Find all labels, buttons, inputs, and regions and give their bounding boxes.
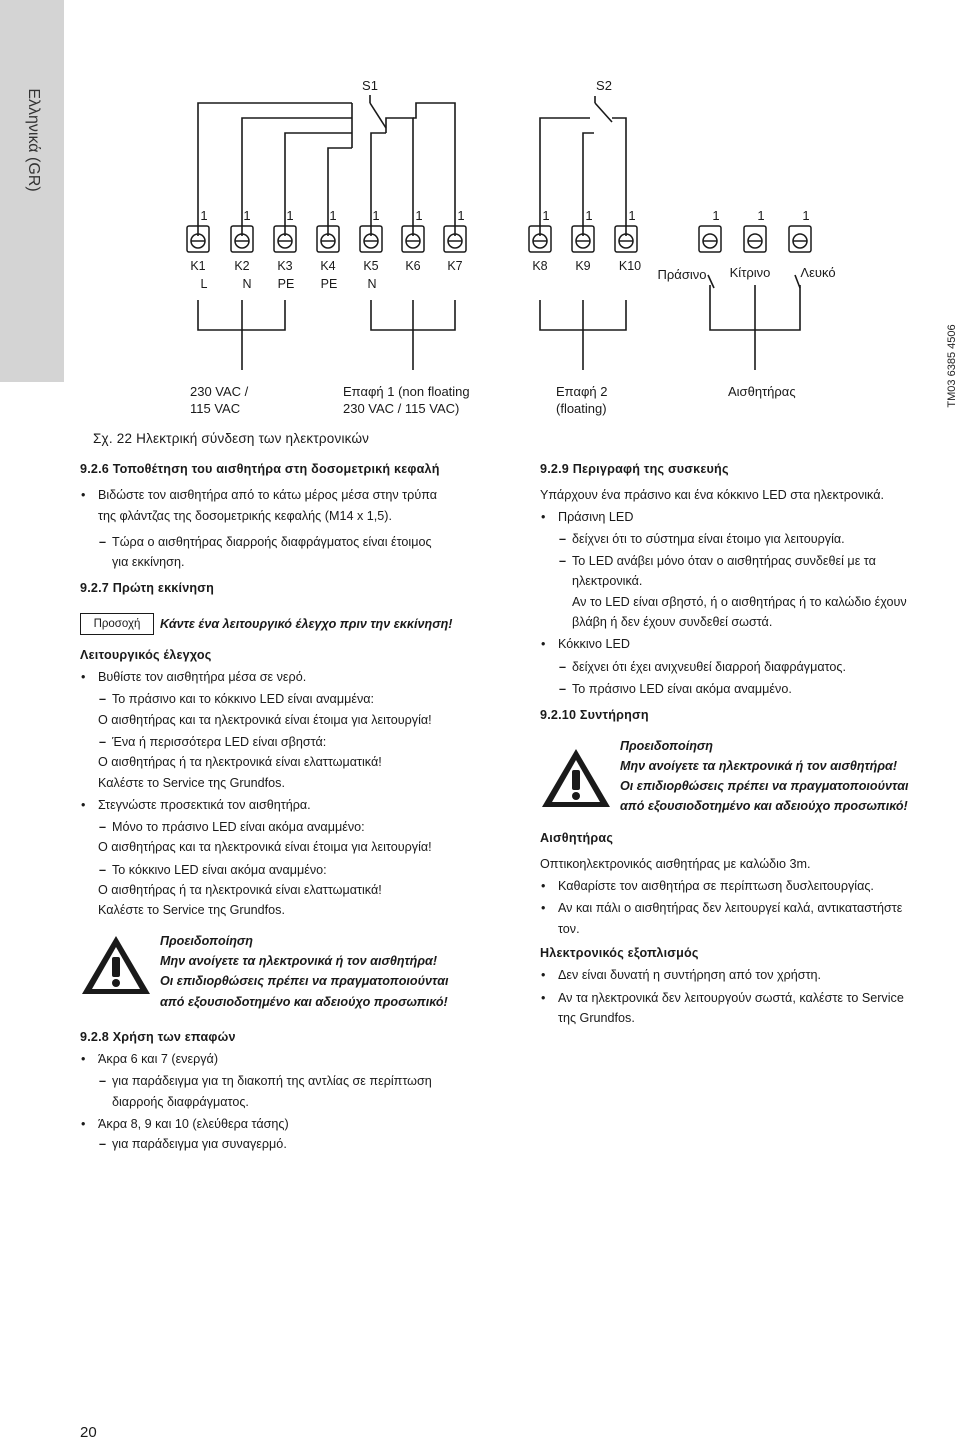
terminal-id: K5: [363, 259, 379, 273]
warning-line: από εξουσιοδοτημένο και αδειούχο προσωπικό!: [620, 799, 908, 814]
terminal-sublabel: L: [200, 277, 208, 291]
section-heading-9-2-10: 9.2.10 Συντήρηση: [540, 708, 649, 723]
warning-title: Προειδοποίηση: [620, 738, 713, 753]
caution-notice: [80, 613, 510, 635]
bullet-item-cont: της Grundfos.: [558, 1010, 635, 1025]
bullet-item: • Καθαρίστε τον αισθητήρα σε περίπτωση δυσλειτουργίας.: [540, 876, 960, 896]
terminal-sublabel: N: [242, 277, 252, 291]
paragraph: Οπτικοηλεκτρονικός αισθητήρας με καλώδιο 3m.: [540, 856, 811, 871]
wire-label-green: Πράσινο: [657, 267, 707, 282]
terminal-sublabels: [201, 277, 377, 291]
warning-triangle-icon: [540, 746, 612, 810]
terminal-number: 1: [542, 208, 550, 223]
wire-label-white: Λευκό: [800, 265, 836, 280]
warning-line: Μην ανοίγετε τα ηλεκτρονικά ή τον αισθητήρα!: [160, 953, 438, 968]
subheading-sensor: Αισθητήρας: [540, 830, 614, 845]
dash-item: – δείχνει ότι έχει ανιχνευθεί διαρροή διαφράγματος.: [540, 657, 960, 677]
group-label-contact2-l1: Επαφή 2: [556, 384, 608, 399]
terminal-sublabel: PE: [320, 277, 338, 291]
terminal-number: 1: [415, 208, 423, 223]
wires: [198, 95, 800, 370]
terminal-number: 1: [712, 208, 720, 223]
terminal-id: K8: [532, 259, 548, 273]
dash-item: – Ένα ή περισσότερα LED είναι σβηστά:: [80, 732, 510, 752]
terminal-number: 1: [372, 208, 380, 223]
language-tab-label: Ελληνικά (GR): [25, 88, 42, 192]
dash-item-cont: ηλεκτρονικά.: [572, 574, 643, 589]
group-label-contact1-l2: 230 VAC / 115 VAC): [343, 401, 460, 416]
warning-line: από εξουσιοδοτημένο και αδειούχο προσωπικό!: [160, 994, 448, 1009]
bullet-item: • Άκρα 8, 9 και 10 (ελεύθερα τάσης): [80, 1114, 510, 1134]
paragraph: Υπάρχουν ένα πράσινο και ένα κόκκινο LED στα ηλεκτρονικά.: [540, 488, 884, 503]
dash-item: – δείχνει ότι το σύστημα είναι έτοιμο για λειτουργία.: [540, 529, 960, 549]
dash-item-cont: Ο αισθητήρας και τα ηλεκτρονικά είναι έτοιμα για λειτουργία!: [98, 712, 432, 727]
terminal-number: 1: [243, 208, 251, 223]
terminal-id: K4: [320, 259, 336, 273]
terminal-id: K7: [447, 259, 463, 273]
group-label-power-l1: 230 VAC /: [190, 384, 249, 399]
terminal-sensor-white: [789, 226, 811, 252]
terminal-id: K10: [618, 259, 642, 273]
bullet-item: • Δεν είναι δυνατή η συντήρηση από τον χρήστη.: [540, 965, 960, 985]
terminal-number: 1: [628, 208, 636, 223]
terminal-numbers: [200, 208, 809, 223]
terminal-id: K3: [277, 259, 293, 273]
dash-item-cont: Ο αισθητήρας και τα ηλεκτρονικά είναι έτοιμα για λειτουργία!: [98, 840, 432, 855]
dash-item-cont: διαρροής διαφράγματος.: [112, 1094, 249, 1109]
warning-line: Μην ανοίγετε τα ηλεκτρονικά ή τον αισθητήρα!: [620, 758, 898, 773]
terminal-number: 1: [585, 208, 593, 223]
bullet-item: • Βυθίστε τον αισθητήρα μέσα σε νερό.: [80, 667, 510, 687]
caution-text: Κάντε ένα λειτουργικό έλεγχο πριν την εκκίνηση!: [160, 616, 453, 631]
dash-item-cont: Καλέστε το Service της Grundfos.: [98, 775, 285, 790]
warning-line: Οι επιδιορθώσεις πρέπει να πραγματοποιούνται: [160, 974, 449, 989]
terminal-id: K9: [575, 259, 591, 273]
terminal-number: 1: [286, 208, 294, 223]
dash-item-cont: Ο αισθητήρας ή τα ηλεκτρονικά είναι ελαττωματικά!: [98, 883, 382, 898]
wiring-diagram: [0, 0, 960, 430]
dash-item: – Το κόκκινο LED είναι ακόμα αναμμένο:: [80, 860, 510, 880]
dash-item: – για παράδειγμα για τη διακοπή της αντλίας σε περίπτωση: [80, 1071, 510, 1091]
bullet-item: • Πράσινη LED: [540, 507, 960, 527]
terminal-sublabel: N: [367, 277, 377, 291]
bullet-item: • Στεγνώστε προσεκτικά τον αισθητήρα.: [80, 795, 510, 815]
left-column: [80, 459, 510, 1154]
group-label-sensor: Αισθητήρας: [728, 384, 796, 399]
dash-item: – Τώρα ο αισθητήρας διαρροής διαφράγματος είναι έτοιμος: [80, 532, 510, 552]
wire-label-yellow: Κίτρινο: [729, 265, 771, 280]
group-labels: [190, 384, 796, 416]
group-label-contact1-l1: Επαφή 1 (non floating: [343, 384, 470, 399]
terminal-number: 1: [200, 208, 208, 223]
bullet-item-cont: τον.: [558, 921, 580, 936]
bullet-item: • Κόκκινο LED: [540, 634, 960, 654]
terminal-id: K1: [190, 259, 206, 273]
dash-item: – για παράδειγμα για συναγερμό.: [80, 1134, 510, 1154]
figure-code: TM03 6385 4506: [946, 324, 958, 408]
section-heading-9-2-9: 9.2.9 Περιγραφή της συσκευής: [540, 462, 729, 476]
dash-item: – Το πράσινο LED είναι ακόμα αναμμένο.: [540, 679, 960, 699]
dash-item: – Μόνο το πράσινο LED είναι ακόμα αναμμένο:: [80, 817, 510, 837]
terminal-sensor-yellow: [744, 226, 766, 252]
bullet-item: • Άκρα 6 και 7 (ενεργά): [80, 1049, 510, 1069]
bullet-item: • Βιδώστε τον αισθητήρα από το κάτω μέρος μέσα στην τρύπα: [80, 485, 510, 505]
subheading-electronics: Ηλεκτρονικός εξοπλισμός: [540, 946, 699, 961]
section-heading-9-2-8: 9.2.8 Χρήση των επαφών: [80, 1029, 236, 1044]
terminal-sublabel: PE: [277, 277, 295, 291]
bullet-item: • Αν και πάλι ο αισθητήρας δεν λειτουργεί καλά, αντικαταστήστε: [540, 898, 960, 918]
warning-notice: [80, 931, 510, 1027]
bullet-item-cont: της φλάντζας της δοσομετρικής κεφαλής (M14 x 1,5).: [98, 508, 392, 523]
bullet-item: • Αν τα ηλεκτρονικά δεν λειτουργούν σωστά, καλέστε το Service: [540, 988, 960, 1008]
group-label-power-l2: 115 VAC: [190, 401, 241, 416]
warning-notice: [540, 736, 960, 832]
dash-item-cont: για εκκίνηση.: [112, 555, 185, 570]
warning-line: Οι επιδιορθώσεις πρέπει να πραγματοποιούνται: [620, 779, 909, 794]
dash-item: – Το πράσινο και το κόκκινο LED είναι αναμμένα:: [80, 689, 510, 709]
terminal-number: 1: [802, 208, 810, 223]
terminal-id: K6: [405, 259, 421, 273]
right-column: [540, 459, 960, 1028]
terminal-number: 1: [457, 208, 465, 223]
warning-triangle-icon: [80, 933, 152, 997]
terminal-ids: [190, 259, 641, 273]
page-number: 20: [80, 1424, 97, 1441]
dash-item: – Το LED ανάβει μόνο όταν ο αισθητήρας συνδεθεί με τα: [540, 551, 960, 571]
terminal-blocks: [187, 226, 811, 252]
terminal-number: 1: [329, 208, 337, 223]
terminal-number: 1: [757, 208, 765, 223]
warning-title: Προειδοποίηση: [160, 933, 253, 948]
caution-label: Προσοχή: [80, 613, 154, 635]
group-label-contact2-l2: (floating): [556, 401, 607, 416]
figure-caption: Σχ. 22 Ηλεκτρική σύνδεση των ηλεκτρονικών: [93, 431, 370, 446]
terminal-sensor-green: [699, 226, 721, 252]
dash-item-cont: βλάβη ή δεν έχουν συνδεθεί σωστά.: [572, 615, 773, 630]
terminal-id: K2: [234, 259, 250, 273]
switch-label-s2: S2: [596, 78, 612, 93]
dash-item-cont: Αν το LED είναι σβηστό, ή ο αισθητήρας ή το καλώδιο έχουν: [572, 594, 907, 609]
section-heading-9-2-7: 9.2.7 Πρώτη εκκίνηση: [80, 581, 215, 596]
dash-item-cont: Ο αισθητήρας ή τα ηλεκτρονικά είναι ελαττωματικά!: [98, 755, 382, 770]
subheading-functional-check: Λειτουργικός έλεγχος: [80, 647, 212, 662]
switch-label-s1: S1: [362, 78, 378, 93]
dash-item-cont: Καλέστε το Service της Grundfos.: [98, 903, 285, 918]
section-heading-9-2-6: 9.2.6 Τοποθέτηση του αισθητήρα στη δοσομετρική κεφαλή: [80, 462, 440, 476]
